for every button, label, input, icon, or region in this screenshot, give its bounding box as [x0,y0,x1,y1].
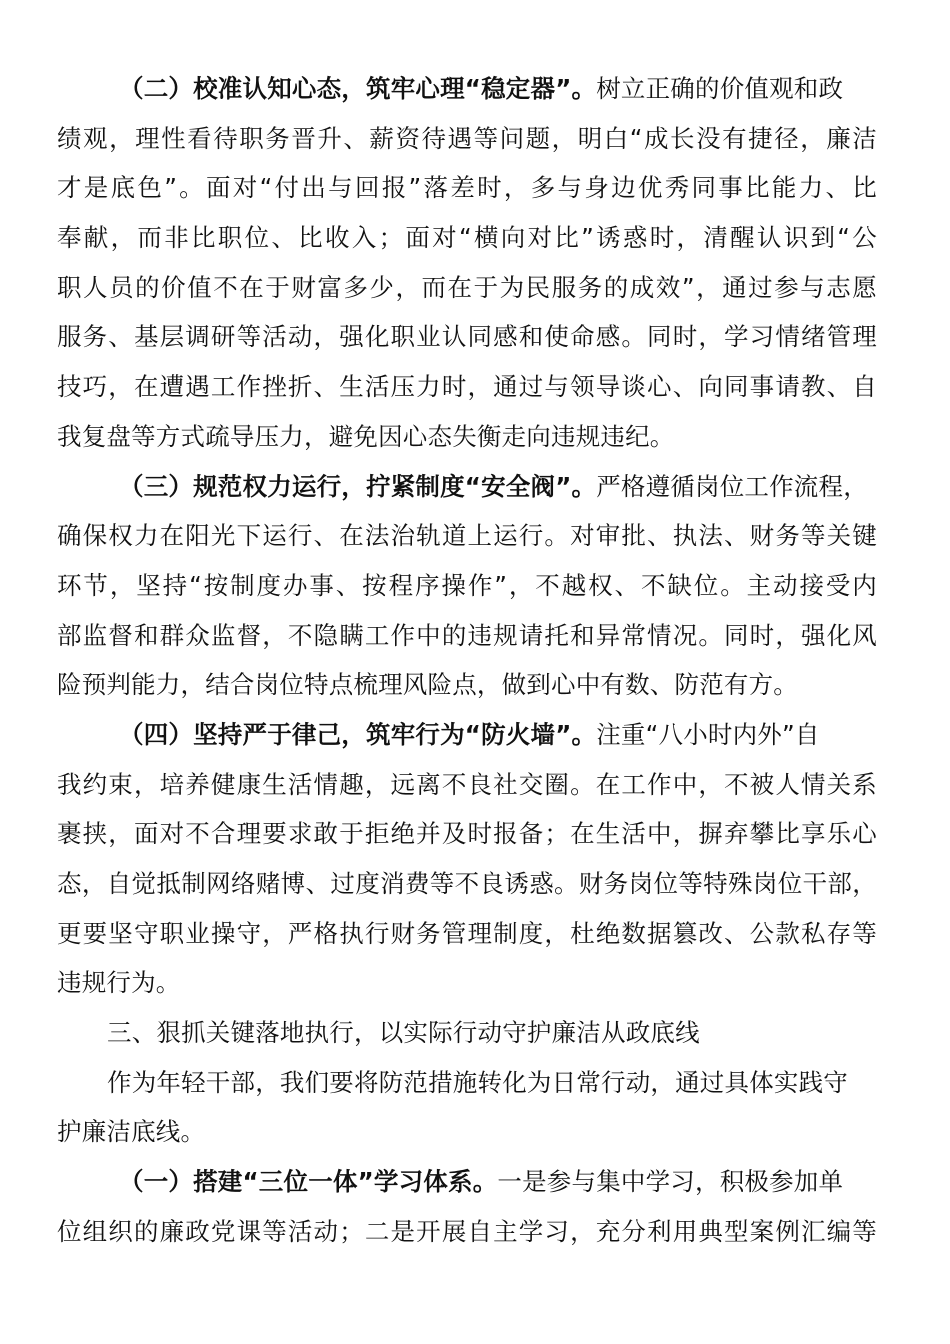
text-line: 部监督和群众监督，不隐瞒工作中的违规请托和异常情况。同时，强化风 [57,620,877,650]
subsection-calibrate-mindset [57,64,877,462]
text-line: 我复盘等方式疏导压力，避免因心态失衡走向违规违纪。 [57,421,675,451]
section-heading: 三、狠抓关键落地执行，以实际行动守护廉洁从政底线 [107,1018,700,1048]
subsection-heading: （二）校准认知心态，筑牢心理“稳定器”。 [119,74,597,103]
subsection-heading: （四）坚持严于律己，筑牢行为“防火墙”。 [119,719,597,749]
subsection-heading: （三）规范权力运行，拧紧制度“安全阀”。 [119,471,597,501]
text-line: （一）搭建“三位一体”学习体系。一是参与集中学习，积极参加单 [119,1167,844,1197]
text-line: 确保权力在阳光下运行、在法治轨道上运行。对审批、执法、财务等关键 [57,521,877,551]
text-line: （三）规范权力运行，拧紧制度“安全阀”。严格遵循岗位工作流程， [119,471,868,501]
text-line: 我约束，培养健康生活情趣，远离不良社交圈。在工作中，不被人情关系 [57,769,877,799]
paragraph-intro [57,1058,877,1157]
text-line: 环节，坚持“按制度办事、按程序操作”，不越权、不缺位。主动接受内 [57,570,877,600]
text-line: 绩观，理性看待职务晋升、薪资待遇等问题，明白“成长没有捷径，廉洁 [57,123,877,153]
document-page [57,64,877,1257]
text-line: 位组织的廉政党课等活动；二是开展自主学习，充分利用典型案例汇编等 [57,1216,877,1246]
subsection-self-discipline [57,710,877,1008]
text-line: 裹挟，面对不合理要求敢于拒绝并及时报备；在生活中，摒弃攀比享乐心 [57,819,877,849]
text-line: 更要坚守职业操守，严格执行财务管理制度，杜绝数据篡改、公款私存等 [57,918,877,948]
text-line: 作为年轻干部，我们要将防范措施转化为日常行动，通过具体实践守 [107,1067,848,1097]
text-line: 奉献，而非比职位、比收入；面对“横向对比”诱惑时，清醒认识到“公 [57,223,877,253]
text-line: 态，自觉抵制网络赌博、过度消费等不良诱惑。财务岗位等特殊岗位干部， [57,869,877,898]
text-line: 服务、基层调研等活动，强化职业认同感和使命感。同时，学习情绪管理 [57,322,877,352]
text-line: 护廉洁底线。 [57,1117,206,1147]
subsection-learning-system [57,1157,877,1256]
text-line: （四）坚持严于律己，筑牢行为“防火墙”。注重“八小时内外”自 [119,719,820,749]
subsection-heading: （一）搭建“三位一体”学习体系。 [119,1167,498,1197]
text-line: 职人员的价值不在于财富多少，而在于为民服务的成效”，通过参与志愿 [57,272,877,302]
text-line: 才是底色”。面对“付出与回报”落差时，多与身边优秀同事比能力、比 [57,173,877,203]
text-line: 技巧，在遭遇工作挫折、生活压力时，通过与领导谈心、向同事请教、自 [57,372,877,402]
subsection-regulate-power [57,462,877,710]
text-line: 险预判能力，结合岗位特点梳理风险点，做到心中有数、防范有方。 [57,670,798,700]
text-line: 违规行为。 [57,968,181,998]
text-line: （二）校准认知心态，筑牢心理“稳定器”。树立正确的价值观和政 [119,74,844,103]
